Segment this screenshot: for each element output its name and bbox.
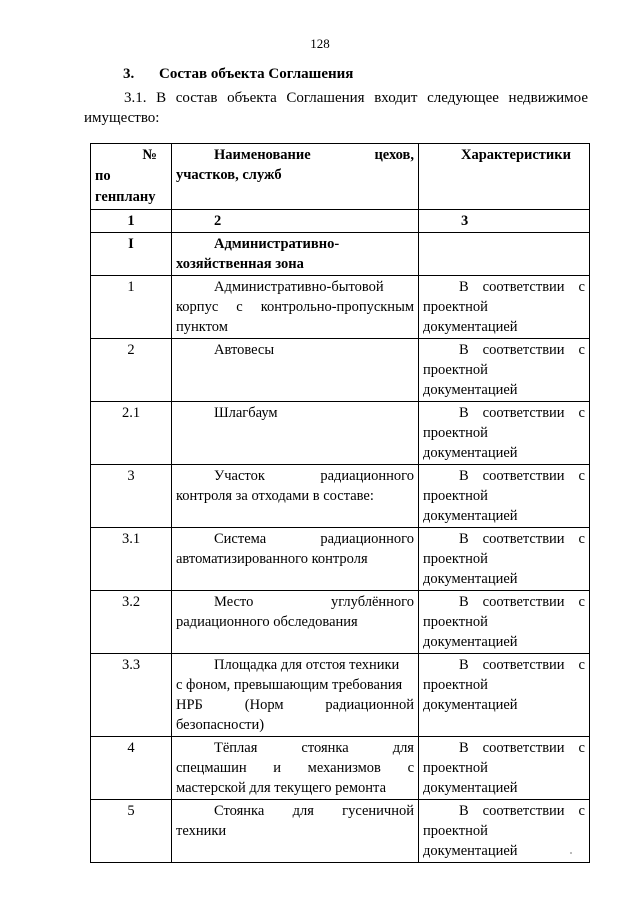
char-word: с xyxy=(578,740,585,756)
row-name-word: контроля за отходами в составе: xyxy=(176,488,374,504)
zone-name: Административно- хозяйственная зона xyxy=(172,233,419,276)
row-number: 5 xyxy=(91,800,172,863)
table-row xyxy=(91,402,590,465)
row-number: 2.1 xyxy=(91,402,172,465)
paragraph-number: 3.1. xyxy=(124,90,147,106)
paragraph-3-1 xyxy=(84,88,588,128)
row-name-word: корпус xyxy=(176,299,219,315)
row-characteristics xyxy=(419,528,590,591)
char-word: В xyxy=(459,342,469,358)
row-number: 3 xyxy=(91,465,172,528)
char-word: с xyxy=(578,531,585,547)
row-name-word: с фоном, превышающим требования xyxy=(176,677,403,693)
paragraph-word: недвижимое xyxy=(508,90,588,106)
char-line: документацией xyxy=(423,508,518,524)
row-characteristics xyxy=(419,654,590,737)
header-name-line2: участков, служб xyxy=(176,167,282,183)
row-name-word: безопасности) xyxy=(176,717,265,733)
char-word: В xyxy=(459,405,469,421)
paragraph-line-1 xyxy=(84,88,588,108)
row-name-word: радиационной xyxy=(325,697,414,713)
table-row xyxy=(91,591,590,654)
paragraph-word: состав xyxy=(175,90,218,106)
char-word: В xyxy=(459,657,469,673)
header-char-label: Характеристики xyxy=(461,147,571,163)
row-name-word: спецмашин xyxy=(176,760,247,776)
table-row xyxy=(91,276,590,339)
header-num-symbol: № xyxy=(142,147,157,163)
row-characteristics xyxy=(419,402,590,465)
row-number: 1 xyxy=(91,276,172,339)
char-word: с xyxy=(578,657,585,673)
table-row xyxy=(91,465,590,528)
row-name-word: контрольно-пропускным xyxy=(260,299,414,315)
char-line: проектной xyxy=(423,488,488,504)
char-word: с xyxy=(578,594,585,610)
char-word: соответствии xyxy=(482,531,565,547)
row-number: 3.2 xyxy=(91,591,172,654)
char-word: В xyxy=(459,279,469,295)
row-name-word: Административно-бытовой xyxy=(214,279,384,295)
row-name xyxy=(172,276,419,339)
col-number-3: 3 xyxy=(419,210,590,233)
row-name-word: радиационного xyxy=(320,468,414,484)
row-name-word: Площадка для отстоя техники xyxy=(214,657,400,673)
row-characteristics xyxy=(419,591,590,654)
row-name-word: для xyxy=(292,803,314,819)
table-header-row xyxy=(91,144,590,210)
char-line: документацией xyxy=(423,634,518,650)
row-name-word: радиационного xyxy=(320,531,414,547)
property-table xyxy=(90,143,590,863)
char-line: проектной xyxy=(423,614,488,630)
row-name xyxy=(172,800,419,863)
row-number: 3.1 xyxy=(91,528,172,591)
row-name-word: мастерской для текущего ремонта xyxy=(176,780,387,796)
row-name-word: для xyxy=(392,740,414,756)
column-number-row xyxy=(91,210,590,233)
row-name-word: с xyxy=(236,299,243,315)
char-word: В xyxy=(459,740,469,756)
row-name-word: НРБ xyxy=(176,697,203,713)
char-line: документацией xyxy=(423,445,518,461)
row-name xyxy=(172,591,419,654)
char-word: соответствии xyxy=(482,342,565,358)
char-word: В xyxy=(459,531,469,547)
char-word: с xyxy=(578,405,585,421)
row-characteristics xyxy=(419,737,590,800)
row-name-word: гусеничной xyxy=(342,803,414,819)
row-name-word: углублённого xyxy=(330,594,414,610)
char-word: соответствии xyxy=(482,594,565,610)
char-word: соответствии xyxy=(482,405,565,421)
row-number: 4 xyxy=(91,737,172,800)
row-number: 2 xyxy=(91,339,172,402)
char-word: соответствии xyxy=(482,279,565,295)
row-name xyxy=(172,737,419,800)
paragraph-word: объекта xyxy=(227,90,277,106)
char-word: соответствии xyxy=(482,657,565,673)
char-word: с xyxy=(578,803,585,819)
row-name-word: техники xyxy=(176,823,227,839)
paragraph-word: Соглашения xyxy=(286,90,365,106)
zone-char xyxy=(419,233,590,276)
row-name xyxy=(172,465,419,528)
row-name-word: и xyxy=(273,760,282,776)
row-characteristics xyxy=(419,339,590,402)
char-word: с xyxy=(578,279,585,295)
row-name-word: автоматизированного контроля xyxy=(176,551,368,567)
char-line: проектной xyxy=(423,551,488,567)
char-word: с xyxy=(578,342,585,358)
header-char-cell xyxy=(419,144,590,210)
char-word: соответствии xyxy=(482,740,565,756)
row-name-word: Шлагбаум xyxy=(214,405,278,421)
char-word: соответствии xyxy=(482,803,565,819)
paragraph-word: следующее xyxy=(427,90,499,106)
char-line: проектной xyxy=(423,677,488,693)
header-num-line3: генплану xyxy=(95,189,156,205)
section-number: 3. xyxy=(123,66,135,82)
table-row xyxy=(91,339,590,402)
char-line: проектной xyxy=(423,299,488,315)
char-line: проектной xyxy=(423,760,488,776)
header-name-word2: цехов, xyxy=(374,147,414,163)
row-characteristics xyxy=(419,276,590,339)
row-name-word: Место xyxy=(214,594,254,610)
row-name-word: Система xyxy=(214,531,267,547)
char-line: документацией xyxy=(423,319,518,335)
row-name xyxy=(172,654,419,737)
row-name-word: Участок xyxy=(214,468,265,484)
char-line: документацией xyxy=(423,697,518,713)
char-line: документацией xyxy=(423,571,518,587)
page-number: 128 xyxy=(310,36,330,51)
char-line: документацией xyxy=(423,382,518,398)
row-name xyxy=(172,528,419,591)
char-line: проектной xyxy=(423,362,488,378)
row-name-word: механизмов xyxy=(307,760,381,776)
zone-number: I xyxy=(91,233,172,276)
section-title: Состав объекта Соглашения xyxy=(159,66,354,82)
table-row xyxy=(91,528,590,591)
char-line: документацией xyxy=(423,780,518,796)
row-name-word: радиационного обследования xyxy=(176,614,358,630)
table-row xyxy=(91,800,590,863)
paragraph-line-2: имущество: xyxy=(84,110,160,126)
table-row xyxy=(91,737,590,800)
col-number-2: 2 xyxy=(172,210,419,233)
header-num-cell xyxy=(91,144,172,210)
table-row xyxy=(91,654,590,737)
char-word: В xyxy=(459,803,469,819)
scan-speck xyxy=(570,852,572,854)
row-name-word: Тёплая xyxy=(214,740,258,756)
row-name-word: Автовесы xyxy=(214,342,275,358)
paragraph-word: входит xyxy=(374,90,418,106)
header-name-cell xyxy=(172,144,419,210)
row-characteristics xyxy=(419,465,590,528)
row-name-word: (Норм xyxy=(244,697,284,713)
char-word: В xyxy=(459,468,469,484)
section-heading xyxy=(123,66,353,83)
char-word: соответствии xyxy=(482,468,565,484)
header-num-line2: по xyxy=(95,168,111,184)
char-line: проектной xyxy=(423,425,488,441)
char-line: документацией xyxy=(423,843,518,859)
paragraph-word: В xyxy=(156,90,167,106)
row-characteristics xyxy=(419,800,590,863)
zone-row xyxy=(91,233,590,276)
row-number: 3.3 xyxy=(91,654,172,737)
char-line: проектной xyxy=(423,823,488,839)
row-name-word: стоянка xyxy=(301,740,349,756)
char-word: В xyxy=(459,594,469,610)
char-word: с xyxy=(578,468,585,484)
row-name-word: с xyxy=(407,760,414,776)
col-number-1: 1 xyxy=(91,210,172,233)
row-name xyxy=(172,339,419,402)
row-name-word: пунктом xyxy=(176,319,228,335)
row-name xyxy=(172,402,419,465)
header-name-word1: Наименование xyxy=(214,147,311,163)
row-name-word: Стоянка xyxy=(214,803,265,819)
